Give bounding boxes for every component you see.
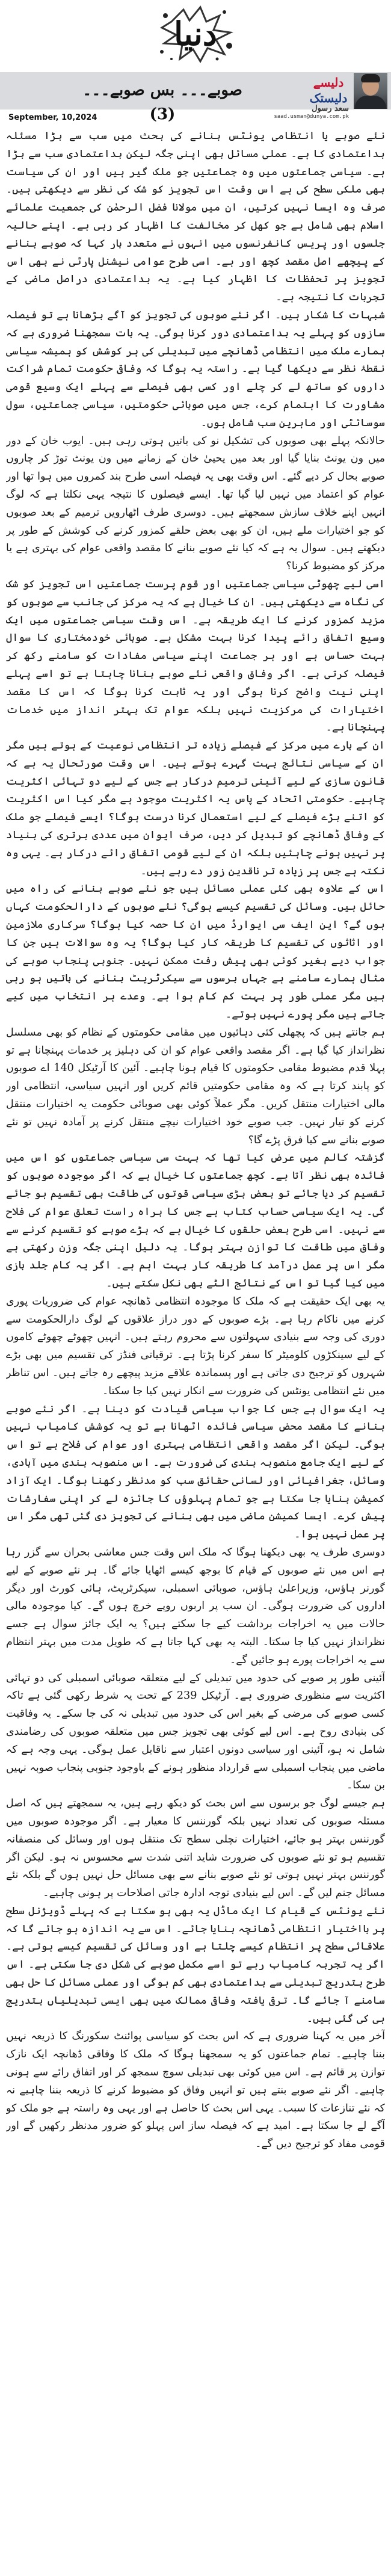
- dunya-logo: [153, 4, 238, 64]
- article-paragraph: حالانکہ پہلے بھی صوبوں کی تشکیل نو کی باتیں ہوتی رہی ہیں۔ ایوب خان کے دور میں ون یونٹ بنایا گیا اور بعد میں یحییٰ خان کے زمانے میں ون یونٹ توڑ کر چاروں صوبے بحال کر دیے گئے۔ اس وقت بھی یہ فیصلہ اسی طرح بند کمروں میں ہوا تھا اور عوام کو اعتماد میں نہیں لیا گیا تھا۔ ایسے فیصلوں کا نتیجہ یہی نکلتا ہے کہ لوگ انہیں اپنے خلاف سازش سمجھتے ہیں۔ دوسری طرف اٹھارویں ترمیم کے بعد صوبوں کو جو اختیارات ملے ہیں، ان کو بھی بعض حلقے کمزور کرنے کی کوشش کے طور پر دیکھتے ہیں۔ سوال یہ ہے کہ کیا نئے صوبے بنانے کا مقصد واقعی عوام کی بہتری ہے یا مرکز کو مضبوط کرنا؟: [6, 434, 385, 573]
- author-byline: [241, 105, 349, 122]
- author-photo: [354, 73, 387, 109]
- article-paragraph: ہم جیسے لوگ جو برسوں سے اس بحث کو دیکھ رہے ہیں، یہ سمجھتے ہیں کہ اصل مسئلہ صوبوں کی تعداد نہیں بلکہ گورننس کا معیار ہے۔ اگر موجودہ صوبوں میں گورننس بہتر ہو جائے، اختیارات نچلی سطح تک منتقل ہوں اور وسائل کی منصفانہ تقسیم ہو تو نئے صوبوں کی ضرورت شاید اتنی شدت سے محسوس نہ ہو۔ لیکن اگر گورننس بہتر نہیں ہوتی تو نئے صوبے بنانے سے بھی مسائل حل نہیں ہوں گے بلکہ نئے مسائل جنم لیں گے۔ اس لیے بنیادی توجہ ادارہ جاتی اصلاحات پر ہونی چاہیے۔: [6, 1797, 385, 1900]
- article-paragraph: گزشتہ کالم میں عرض کیا تھا کہ بہت سی سیاسی جماعتوں کو اس میں فائدہ بھی نظر آتا ہے۔ کچھ جماعتوں کا خیال ہے کہ اگر موجودہ صوبوں کو تقسیم کر دیا جائے تو بعض بڑی سیاسی قوتوں کی طاقت بھی تقسیم ہو جائے گی۔ یہ ایک سیاسی حساب کتاب ہے جس کا براہ راست تعلق عوام کی فلاح سے نہیں۔ اسی طرح بعض حلقوں کا خیال ہے کہ بڑے صوبے کو تقسیم کرنے سے وفاق میں طاقت کا توازن بہتر ہوگا۔ یہ دلیل اپنی جگہ وزن رکھتی ہے مگر اس پر عمل درآمد کا طریقہ کار بہت اہم ہے۔ اگر یہ کام جلد بازی میں کیا گیا تو اس کے نتائج الٹے بھی نکل سکتے ہیں۔: [6, 1152, 385, 1290]
- article-paragraph: ان کے بارے میں مرکز کے فیصلے زیادہ تر انتظامی نوعیت کے ہوتے ہیں مگر ان کے سیاسی نتائج بہت گہرے ہوتے ہیں۔ اس وقت صورتحال یہ ہے کہ قانون سازی کے لیے آئینی ترمیم درکار ہے جس کے لیے دو تہائی اکثریت چاہیے۔ حکومتی اتحاد کے پاس یہ اکثریت موجود ہے مگر کیا اس اکثریت کو اتنے بڑے فیصلے کے لیے استعمال کرنا درست ہوگا؟ ایسے فیصلے جو ملک کے وفاقی ڈھانچے کو تبدیل کر دیں، صرف ایوان میں عددی برتری کی بنیاد پر نہیں ہونے چاہئیں بلکہ ان کے لیے قومی اتفاق رائے درکار ہے۔ یہی وہ نکتہ ہے جس پر زیادہ تر ناقدین زور دے رہے ہیں۔: [6, 740, 385, 877]
- author-name: سعد رسول: [312, 104, 349, 113]
- article-paragraph: آئینی طور پر صوبے کی حدود میں تبدیلی کے لیے متعلقہ صوبائی اسمبلی کی دو تہائی اکثریت سے منظوری ضروری ہے۔ آرٹیکل 239 کے تحت یہ شرط رکھی گئی ہے تاکہ کسی صوبے کی مرضی کے بغیر اس کی حدود میں تبدیلی نہ کی جا سکے۔ یہ وفاقیت کی بنیادی روح ہے۔ اس لیے کوئی بھی تجویز جس میں متعلقہ صوبوں کی رضامندی شامل نہ ہو، آئینی اور سیاسی دونوں اعتبار سے ناقابل عمل ہوگی۔ یہی وجہ ہے کہ ماضی میں پنجاب اسمبلی سے قرارداد منظور ہونے کے باوجود جنوبی پنجاب صوبہ نہیں بن سکا۔: [6, 1672, 385, 1792]
- article-paragraph: دوسری طرف یہ بھی دیکھنا ہوگا کہ ملک اس وقت جس معاشی بحران سے گزر رہا ہے اس میں نئے صوبوں کے قیام کا بوجھ کیسے اٹھایا جائے گا۔ ہر نئے صوبے کے لیے گورنر ہاؤس، وزیراعلیٰ ہاؤس، صوبائی اسمبلی، سیکرٹریٹ، ہائی کورٹ اور دیگر اداروں کی ضرورت ہوگی۔ ان سب پر اربوں روپے خرچ ہوں گے۔ کیا موجودہ مالی حالات میں یہ اخراجات برداشت کیے جا سکتے ہیں؟ یہ ایک جائز سوال ہے جسے نظرانداز نہیں کیا جا سکتا۔ البتہ یہ بھی کہا جاتا ہے کہ طویل مدت میں بہتر انتظام سے یہ اخراجات پورے ہو جائیں گے۔: [6, 1546, 385, 1666]
- article-paragraph: نئے صوبے یا انتظامی یونٹس بنانے کی بحث میں سب سے بڑا مسئلہ بداعتمادی کا ہے۔ عملی مسائل بھی اپنی جگہ لیکن بداعتمادی سب سے بڑا ہے۔ سیاسی جماعتوں میں وہ جماعتیں جو ملک گیر ہیں اور ان کی سیاست بھی ملکی سطح کی ہے اس وقت اس تجویز کو شک کی نظر سے دیکھتی ہیں۔ صرف وہ ایسا نہیں کرتیں، ان میں مولانا فضل الرحمٰن کی جمعیت علمائے اسلام بھی شامل ہے جو کھل کر مخالفت کا اظہار کر رہی ہے۔ اپنے حالیہ جلسوں اور پریس کانفرنسوں میں انہوں نے متعدد بار کہا کہ صوبے بنانے کے پیچھے اصل مقصد کچھ اور ہے۔ اسی طرح عوامی نیشنل پارٹی نے بھی اس تجویز پر تحفظات کا اظہار کیا ہے۔ یہ بداعتمادی دراصل ماضی کے تجربات کا نتیجہ ہے۔: [6, 130, 385, 304]
- article-headline: صوبے۔۔۔ بس صوبے۔۔۔(3): [82, 81, 242, 123]
- author-email: saad.usman@dunya.com.pk: [274, 114, 349, 120]
- article-paragraph: نئے یونٹس کے قیام کا ایک ماڈل یہ بھی ہو سکتا ہے کہ پہلے ڈویژنل سطح پر بااختیار انتظامی ڈھانچہ بنایا جائے۔ اس سے یہ اندازہ ہو جائے گا کہ علاقائی سطح پر انتظام کیسے چلتا ہے اور وسائل کی تقسیم کیسے ہوتی ہے۔ اگر یہ تجربہ کامیاب رہے تو اسے مکمل صوبے کی شکل دی جا سکتی ہے۔ اس طرح بتدریج تبدیلی سے بداعتمادی بھی کم ہوگی اور عملی مسائل کا حل بھی سامنے آ جائے گا۔ ترقی یافتہ وفاقی ممالک میں بھی ایسی تبدیلیاں بتدریج ہی کی گئی ہیں۔: [6, 1904, 385, 2025]
- article-paragraph: یہ ایک سوال ہے جس کا جواب سیاسی قیادت کو دینا ہے۔ اگر نئے صوبے بنانے کا مقصد محض سیاسی فائدہ اٹھانا ہے تو یہ کوشش کامیاب نہیں ہوگی۔ لیکن اگر مقصد واقعی انتظامی بہتری اور عوام کی فلاح ہے تو اس کے لیے ایک جامع منصوبہ بندی کی ضرورت ہے۔ اس منصوبہ بندی میں آبادی، وسائل، جغرافیائی اور لسانی حقائق سب کو مدنظر رکھنا ہوگا۔ ایک آزاد کمیشن بنایا جا سکتا ہے جو تمام پہلوؤں کا جائزہ لے کر اپنی سفارشات پیش کرے۔ ایسا کمیشن ماضی میں بھی بنانے کی تجویز دی گئی تھی مگر اس پر عمل نہیں ہوا۔: [6, 1403, 385, 1541]
- publish-date: September, 10,2024: [8, 113, 97, 122]
- column-brand-line1: دلیسے: [313, 75, 344, 90]
- article-paragraph: اس کے علاوہ بھی کئی عملی مسائل ہیں جو نئے صوبے بنانے کی راہ میں حائل ہیں۔ وسائل کی تقسیم کیسے ہوگی؟ نئے صوبوں کے دارالحکومت کہاں ہوں گے؟ این ایف سی ایوارڈ میں ان کا حصہ کیا ہوگا؟ سرکاری ملازمین اور اثاثوں کی تقسیم کا طریقہ کار کیا ہوگا؟ یہ وہ سوالات ہیں جن کا جواب دیے بغیر کوئی بھی پیش رفت ممکن نہیں۔ جنوبی پنجاب صوبے کی مثال ہمارے سامنے ہے جہاں برسوں سے سیکرٹریٹ بنانے کی باتیں ہو رہی ہیں مگر عملی طور پر بہت کم کام ہوا ہے۔ وعدے ہر انتخاب میں کیے جاتے ہیں مگر پورے نہیں ہوتے۔: [6, 883, 385, 1021]
- masthead: [0, 0, 391, 123]
- column-brand-line2: دلیستک: [309, 91, 348, 105]
- article-paragraph: اسی لیے چھوٹی سیاسی جماعتیں اور قوم پرست جماعتیں اس تجویز کو شک کی نگاہ سے دیکھتی ہیں۔ ان کا خیال ہے کہ یہ مرکز کی جانب سے صوبوں کو مزید کمزور کرنے کا ایک طریقہ ہے۔ اس وقت سیاسی جماعتوں میں ایک وسیع اتفاق رائے پیدا کرنا بہت مشکل ہے۔ صوبائی خودمختاری کا سوال بہت حساس ہے اور ہر جماعت اپنے سیاسی مفادات کو سامنے رکھ کر فیصلہ کرتی ہے۔ اگر وفاق واقعی نئے صوبے بنانا چاہتا ہے تو اسے پہلے اپنی نیت واضح کرنا ہوگی اور یہ ثابت کرنا ہوگا کہ اس کا مقصد اختیارات کی مرکزیت نہیں بلکہ عوام تک بہتر انداز میں خدمات پہنچانا ہے۔: [6, 578, 385, 734]
- article-paragraph: یہ بھی ایک حقیقت ہے کہ ملک کا موجودہ انتظامی ڈھانچہ عوام کی ضروریات پوری کرنے میں ناکام رہا ہے۔ بڑے صوبوں کے دور دراز علاقوں کے لوگ دارالحکومت سے دوری کی وجہ سے بنیادی سہولتوں سے محروم رہتے ہیں۔ انہیں چھوٹے چھوٹے کاموں کے لیے سینکڑوں کلومیٹر کا سفر کرنا پڑتا ہے۔ ترقیاتی فنڈز کی تقسیم میں بھی بڑے شہروں کو ترجیح دی جاتی ہے اور پسماندہ علاقے مزید پیچھے رہ جاتے ہیں۔ اس تناظر میں نئے انتظامی یونٹس کی ضرورت سے انکار نہیں کیا جا سکتا۔: [6, 1295, 385, 1397]
- column-brand: [306, 75, 351, 107]
- article-paragraph: شبہات کا شکار ہیں۔ اگر نئے صوبوں کی تجویز کو آگے بڑھانا ہے تو فیصلہ سازوں کو پہلے یہ بداعتمادی دور کرنا ہوگی۔ یہ بات سمجھنا ضروری ہے کہ ہمارے ملک میں انتظامی ڈھانچے میں تبدیلی کی ہر کوشش کو ہمیشہ سیاسی نقطۂ نظر سے دیکھا گیا ہے۔ راستہ یہ ہوگا کہ وفاقی حکومت تمام شراکت داروں کو ساتھ لے کر چلے اور کسی بھی فیصلے سے پہلے ایک وسیع قومی مشاورت کا اہتمام کرے، جس میں صوبائی حکومتیں، سیاسی جماعتیں، سول سوسائٹی اور ماہرین سب شامل ہوں۔: [6, 309, 385, 429]
- logo-text: دنیا: [174, 14, 217, 53]
- article-paragraph: آخر میں یہ کہنا ضروری ہے کہ اس بحث کو سیاسی پوائنٹ سکورنگ کا ذریعہ نہیں بننا چاہیے۔ تمام جماعتوں کو یہ سمجھنا ہوگا کہ ملک کا وفاقی ڈھانچہ ایک نازک توازن پر قائم ہے۔ اس میں کوئی بھی تبدیلی سوچ سمجھ کر اور اتفاق رائے سے ہونی چاہیے۔ اگر نئے صوبے بنتے ہیں تو انہیں وفاق کو مضبوط کرنے کا ذریعہ بننا چاہیے نہ کہ نئے تنازعات کا سبب۔ یہی اس بحث کا حاصل ہے اور یہی وہ راستہ ہے جو ملک کو آگے لے جا سکتا ہے۔ امید ہے کہ فیصلہ ساز اس پہلو کو ضرور مدنظر رکھیں گے اور قومی مفاد کو ترجیح دیں گے۔: [6, 2030, 385, 2151]
- article-paragraph: ہم جانتے ہیں کہ پچھلی کئی دہائیوں میں مقامی حکومتوں کے نظام کو بھی مسلسل نظرانداز کیا گیا ہے۔ اگر مقصد واقعی عوام کو ان کی دہلیز پر خدمات پہنچانا ہے تو پہلا قدم مضبوط مقامی حکومتوں کا قیام ہونا چاہیے۔ آئین کا آرٹیکل 140 اے صوبوں کو پابند کرتا ہے کہ وہ مقامی حکومتیں قائم کریں اور انہیں سیاسی، انتظامی اور مالی اختیارات منتقل کریں۔ مگر عملاً کوئی بھی صوبائی حکومت یہ اختیارات منتقل کرنے کو تیار نہیں۔ جب صوبے خود اختیارات نیچے منتقل کرنے پر آمادہ نہیں تو نئے صوبے بنانے سے کیا فرق پڑے گا؟: [6, 1026, 385, 1146]
- article-body: [6, 128, 385, 2534]
